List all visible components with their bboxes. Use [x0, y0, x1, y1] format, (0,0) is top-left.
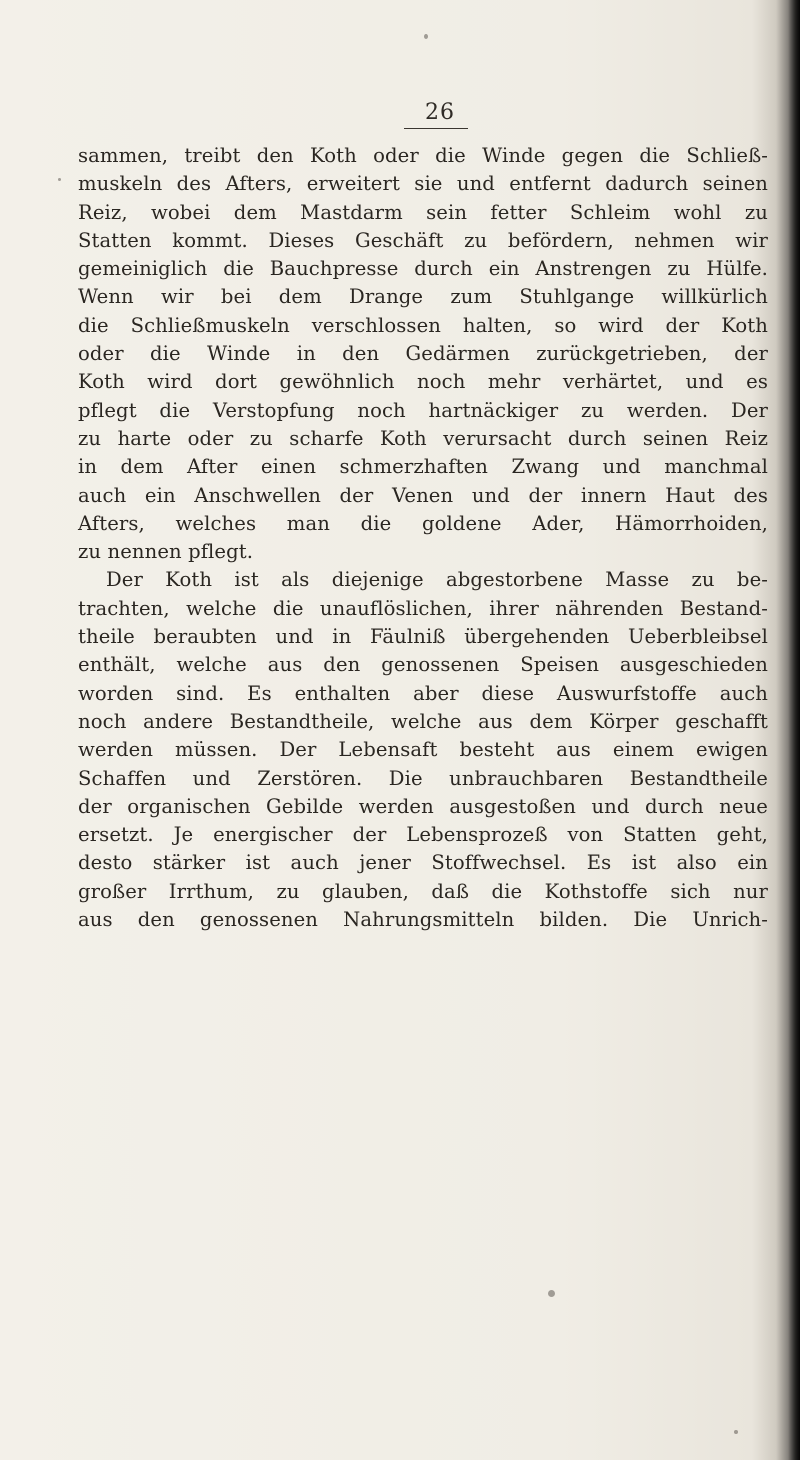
page-number: 26	[425, 100, 455, 125]
text-line: ersetzt. Je energischer der Lebensprozeß von Statten geht,	[78, 823, 768, 847]
text-line: der organischen Gebilde werden ausgestoßen und durch neue	[78, 794, 768, 818]
paper-speck	[548, 1290, 555, 1297]
text-line: worden sind. Es enthalten aber diese Auswurfstoffe auch	[78, 681, 768, 705]
text-line: sammen, treibt den Koth oder die Winde gegen die Schließ-	[78, 144, 768, 167]
paper-speck	[58, 178, 61, 181]
text-line: gemeiniglich die Bauchpresse durch ein Anstrengen zu Hülfe.	[78, 257, 768, 281]
binding-edge	[788, 0, 800, 1460]
text-line: Schaffen und Zerstören. Die unbrauchbaren Bestandtheile	[78, 766, 768, 790]
text-line: noch andere Bestandtheile, welche aus dem Körper geschafft	[78, 709, 768, 733]
paper-speck	[424, 34, 428, 39]
text-line: die Schließmuskeln verschlossen halten, so wird der Koth	[78, 313, 768, 337]
text-line: Koth wird dort gewöhnlich noch mehr verhärtet, und es	[78, 370, 768, 394]
text-line: enthält, welche aus den genossenen Speisen ausgeschieden	[78, 653, 768, 677]
text-line: Reiz, wobei dem Mastdarm sein fetter Schleim wohl zu	[78, 200, 768, 224]
text-line: desto stärker ist auch jener Stoffwechsel. Es ist also ein	[78, 851, 768, 875]
text-line: pflegt die Verstopfung noch hartnäckiger zu werden. Der	[78, 398, 768, 422]
text-line: Wenn wir bei dem Drange zum Stuhlgange willkürlich	[78, 285, 768, 309]
text-line: großer Irrthum, zu glauben, daß die Kothstoffe sich nur	[78, 879, 768, 903]
text-line: theile beraubten und in Fäulniß übergehenden Ueberbleibsel	[78, 625, 768, 649]
text-line: Statten kommt. Dieses Geschäft zu befördern, nehmen wir	[78, 228, 768, 252]
text-line: werden müssen. Der Lebensaft besteht aus einem ewigen	[78, 738, 768, 762]
paper-speck	[734, 1430, 738, 1434]
text-line: zu harte oder zu scharfe Koth verursacht durch seinen Reiz	[78, 426, 768, 450]
text-line: in dem After einen schmerzhaften Zwang und manchmal	[78, 455, 768, 479]
page-number-underline	[404, 128, 468, 129]
text-line: auch ein Anschwellen der Venen und der innern Haut des	[78, 483, 768, 507]
text-line: Der Koth ist als diejenige abgestorbene Masse zu be-	[106, 568, 768, 592]
text-line: Afters, welches man die goldene Ader, Hämorrhoiden,	[78, 511, 768, 535]
text-line: aus den genossenen Nahrungsmitteln bilden. Die Unrich-	[78, 908, 768, 932]
text-line: oder die Winde in den Gedärmen zurückgetrieben, der	[78, 342, 768, 366]
text-line: trachten, welche die unauflöslichen, ihrer nährenden Bestand-	[78, 596, 768, 620]
body-text	[78, 142, 768, 934]
text-line: zu nennen pflegt.	[78, 540, 254, 564]
text-line: muskeln des Afters, erweitert sie und entfernt dadurch seinen	[78, 172, 768, 196]
